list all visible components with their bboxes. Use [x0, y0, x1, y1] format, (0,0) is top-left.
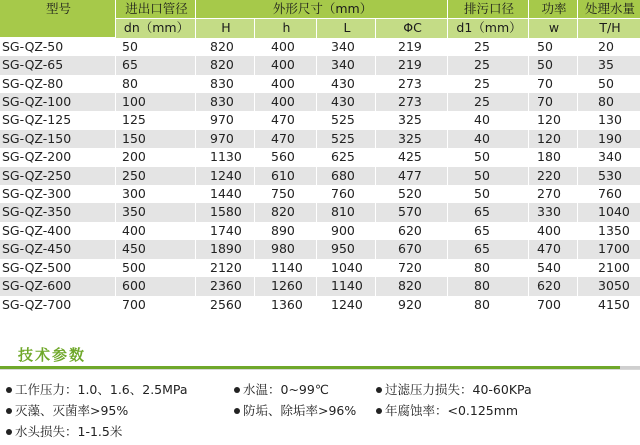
header-power: 功率: [529, 0, 578, 19]
cell-model: SG-QZ-125: [0, 111, 116, 129]
cell-model: SG-QZ-300: [0, 185, 116, 203]
header-drain: 排污口径: [448, 0, 529, 19]
cell-h: 470: [255, 130, 317, 148]
tech-param-item: [376, 379, 532, 400]
bullet-icon: [6, 387, 12, 393]
cell-capacity: 20: [578, 38, 640, 56]
cell-h: 750: [255, 185, 317, 203]
cell-model: SG-QZ-250: [0, 167, 116, 185]
cell-L: 625: [317, 148, 376, 166]
section-divider-thin: [0, 369, 640, 370]
table-row: [0, 75, 640, 93]
cell-model: SG-QZ-350: [0, 203, 116, 221]
tech-params-row: [6, 379, 636, 400]
cell-dn: 125: [116, 111, 196, 129]
cell-h: 400: [255, 75, 317, 93]
cell-L: 525: [317, 111, 376, 129]
cell-L: 525: [317, 130, 376, 148]
cell-phiC: 273: [376, 75, 448, 93]
subheader-phiC: ΦC: [376, 19, 448, 37]
cell-h: 1140: [255, 259, 317, 277]
cell-dn: 200: [116, 148, 196, 166]
cell-dn: 700: [116, 296, 196, 314]
cell-power: 50: [529, 56, 578, 74]
tech-params-list: [6, 379, 636, 442]
header-dimensions: 外形尺寸（mm）: [196, 0, 448, 19]
cell-h: 890: [255, 222, 317, 240]
cell-power: 700: [529, 296, 578, 314]
cell-H: 970: [196, 130, 255, 148]
cell-capacity: 130: [578, 111, 640, 129]
cell-h: 400: [255, 38, 317, 56]
cell-power: 470: [529, 240, 578, 258]
cell-phiC: 820: [376, 277, 448, 295]
cell-L: 680: [317, 167, 376, 185]
cell-drain: 65: [448, 240, 529, 258]
table-row: [0, 185, 640, 203]
bullet-icon: [376, 387, 382, 393]
subheader-power: w: [529, 19, 578, 37]
cell-power: 70: [529, 93, 578, 111]
cell-H: 820: [196, 38, 255, 56]
cell-L: 950: [317, 240, 376, 258]
cell-L: 340: [317, 56, 376, 74]
cell-drain: 65: [448, 203, 529, 221]
cell-capacity: 2100: [578, 259, 640, 277]
cell-dn: 300: [116, 185, 196, 203]
table-row: [0, 259, 640, 277]
cell-phiC: 570: [376, 203, 448, 221]
cell-model: SG-QZ-50: [0, 38, 116, 56]
subheader-H: H: [196, 19, 255, 37]
cell-h: 560: [255, 148, 317, 166]
cell-phiC: 920: [376, 296, 448, 314]
tech-param-text: 年腐蚀率：<0.125mm: [385, 403, 519, 418]
cell-model: SG-QZ-80: [0, 75, 116, 93]
header-model: 型号: [0, 0, 116, 38]
cell-H: 1130: [196, 148, 255, 166]
table-row: [0, 203, 640, 221]
table-row: [0, 167, 640, 185]
tech-param-text: 防垢、除垢率>96%: [243, 403, 357, 418]
cell-dn: 150: [116, 130, 196, 148]
cell-power: 50: [529, 38, 578, 56]
cell-model: SG-QZ-500: [0, 259, 116, 277]
cell-phiC: 620: [376, 222, 448, 240]
cell-phiC: 477: [376, 167, 448, 185]
cell-h: 1260: [255, 277, 317, 295]
cell-drain: 50: [448, 148, 529, 166]
cell-power: 180: [529, 148, 578, 166]
cell-H: 830: [196, 75, 255, 93]
cell-phiC: 325: [376, 130, 448, 148]
bullet-icon: [376, 408, 382, 414]
cell-power: 400: [529, 222, 578, 240]
cell-power: 120: [529, 111, 578, 129]
cell-L: 810: [317, 203, 376, 221]
tech-params-row: [6, 421, 636, 442]
tech-param-item: [6, 421, 122, 442]
tech-param-item: [234, 379, 329, 400]
cell-capacity: 1700: [578, 240, 640, 258]
cell-power: 270: [529, 185, 578, 203]
bullet-icon: [6, 429, 12, 435]
table-row: [0, 277, 640, 295]
subheader-capacity: T/H: [578, 19, 640, 37]
cell-model: SG-QZ-600: [0, 277, 116, 295]
tech-param-item: [234, 400, 356, 421]
cell-L: 430: [317, 75, 376, 93]
table-row: [0, 38, 640, 56]
cell-capacity: 1350: [578, 222, 640, 240]
cell-dn: 50: [116, 38, 196, 56]
cell-capacity: 760: [578, 185, 640, 203]
cell-dn: 350: [116, 203, 196, 221]
cell-L: 760: [317, 185, 376, 203]
cell-dn: 600: [116, 277, 196, 295]
cell-capacity: 530: [578, 167, 640, 185]
tech-params-row: [6, 400, 636, 421]
cell-phiC: 325: [376, 111, 448, 129]
cell-H: 1740: [196, 222, 255, 240]
cell-H: 1440: [196, 185, 255, 203]
cell-L: 1140: [317, 277, 376, 295]
cell-power: 540: [529, 259, 578, 277]
cell-L: 900: [317, 222, 376, 240]
cell-phiC: 219: [376, 56, 448, 74]
cell-h: 470: [255, 111, 317, 129]
cell-capacity: 340: [578, 148, 640, 166]
cell-H: 970: [196, 111, 255, 129]
cell-phiC: 219: [376, 38, 448, 56]
subheader-L: L: [317, 19, 376, 37]
cell-drain: 50: [448, 167, 529, 185]
tech-param-item: [6, 379, 188, 400]
cell-dn: 80: [116, 75, 196, 93]
cell-h: 400: [255, 93, 317, 111]
tech-param-text: 过滤压力损失：40-60KPa: [385, 382, 532, 397]
cell-h: 1360: [255, 296, 317, 314]
table-row: [0, 222, 640, 240]
cell-L: 1240: [317, 296, 376, 314]
cell-phiC: 670: [376, 240, 448, 258]
table-row: [0, 56, 640, 74]
header-capacity: 处理水量: [578, 0, 640, 19]
tech-param-text: 水温：0~99℃: [243, 382, 329, 397]
subheader-drain: d1（mm）: [448, 19, 529, 37]
cell-capacity: 50: [578, 75, 640, 93]
cell-H: 1580: [196, 203, 255, 221]
tech-param-item: [376, 400, 518, 421]
cell-capacity: 4150: [578, 296, 640, 314]
cell-H: 1240: [196, 167, 255, 185]
cell-model: SG-QZ-65: [0, 56, 116, 74]
cell-drain: 25: [448, 75, 529, 93]
cell-power: 620: [529, 277, 578, 295]
bullet-icon: [234, 387, 240, 393]
table-row: [0, 130, 640, 148]
cell-capacity: 80: [578, 93, 640, 111]
cell-drain: 25: [448, 56, 529, 74]
cell-capacity: 3050: [578, 277, 640, 295]
subheader-h: h: [255, 19, 317, 37]
table-row: [0, 296, 640, 314]
tech-params-title: 技术参数: [18, 346, 87, 364]
cell-dn: 450: [116, 240, 196, 258]
cell-phiC: 425: [376, 148, 448, 166]
cell-capacity: 190: [578, 130, 640, 148]
cell-h: 820: [255, 203, 317, 221]
table-row: [0, 93, 640, 111]
cell-dn: 500: [116, 259, 196, 277]
cell-model: SG-QZ-200: [0, 148, 116, 166]
cell-phiC: 720: [376, 259, 448, 277]
cell-H: 2560: [196, 296, 255, 314]
cell-H: 830: [196, 93, 255, 111]
cell-H: 820: [196, 56, 255, 74]
cell-H: 1890: [196, 240, 255, 258]
table-row: [0, 148, 640, 166]
cell-phiC: 520: [376, 185, 448, 203]
cell-drain: 40: [448, 111, 529, 129]
tech-param-item: [6, 400, 128, 421]
cell-L: 1040: [317, 259, 376, 277]
header-inlet: 进出口管径: [116, 0, 196, 19]
bullet-icon: [234, 408, 240, 414]
cell-dn: 100: [116, 93, 196, 111]
cell-drain: 40: [448, 130, 529, 148]
tech-param-text: 水头损失：1-1.5米: [15, 424, 123, 439]
subheader-inlet: dn（mm）: [116, 19, 196, 37]
cell-L: 340: [317, 38, 376, 56]
bullet-icon: [6, 408, 12, 414]
cell-power: 330: [529, 203, 578, 221]
cell-power: 70: [529, 75, 578, 93]
cell-drain: 65: [448, 222, 529, 240]
cell-power: 220: [529, 167, 578, 185]
cell-L: 430: [317, 93, 376, 111]
cell-model: SG-QZ-400: [0, 222, 116, 240]
cell-h: 980: [255, 240, 317, 258]
cell-drain: 80: [448, 277, 529, 295]
cell-model: SG-QZ-450: [0, 240, 116, 258]
table-row: [0, 240, 640, 258]
cell-dn: 250: [116, 167, 196, 185]
cell-h: 400: [255, 56, 317, 74]
tech-param-text: 灭藻、灭菌率>95%: [15, 403, 129, 418]
cell-model: SG-QZ-700: [0, 296, 116, 314]
cell-dn: 400: [116, 222, 196, 240]
cell-drain: 25: [448, 38, 529, 56]
cell-drain: 80: [448, 296, 529, 314]
tech-param-text: 工作压力：1.0、1.6、2.5MPa: [15, 382, 188, 397]
spec-table-body: [0, 38, 640, 314]
cell-H: 2120: [196, 259, 255, 277]
cell-h: 610: [255, 167, 317, 185]
cell-power: 120: [529, 130, 578, 148]
cell-dn: 65: [116, 56, 196, 74]
cell-drain: 50: [448, 185, 529, 203]
cell-drain: 25: [448, 93, 529, 111]
cell-model: SG-QZ-150: [0, 130, 116, 148]
cell-drain: 80: [448, 259, 529, 277]
cell-capacity: 1040: [578, 203, 640, 221]
cell-capacity: 35: [578, 56, 640, 74]
cell-phiC: 273: [376, 93, 448, 111]
table-row: [0, 111, 640, 129]
cell-model: SG-QZ-100: [0, 93, 116, 111]
cell-H: 2360: [196, 277, 255, 295]
